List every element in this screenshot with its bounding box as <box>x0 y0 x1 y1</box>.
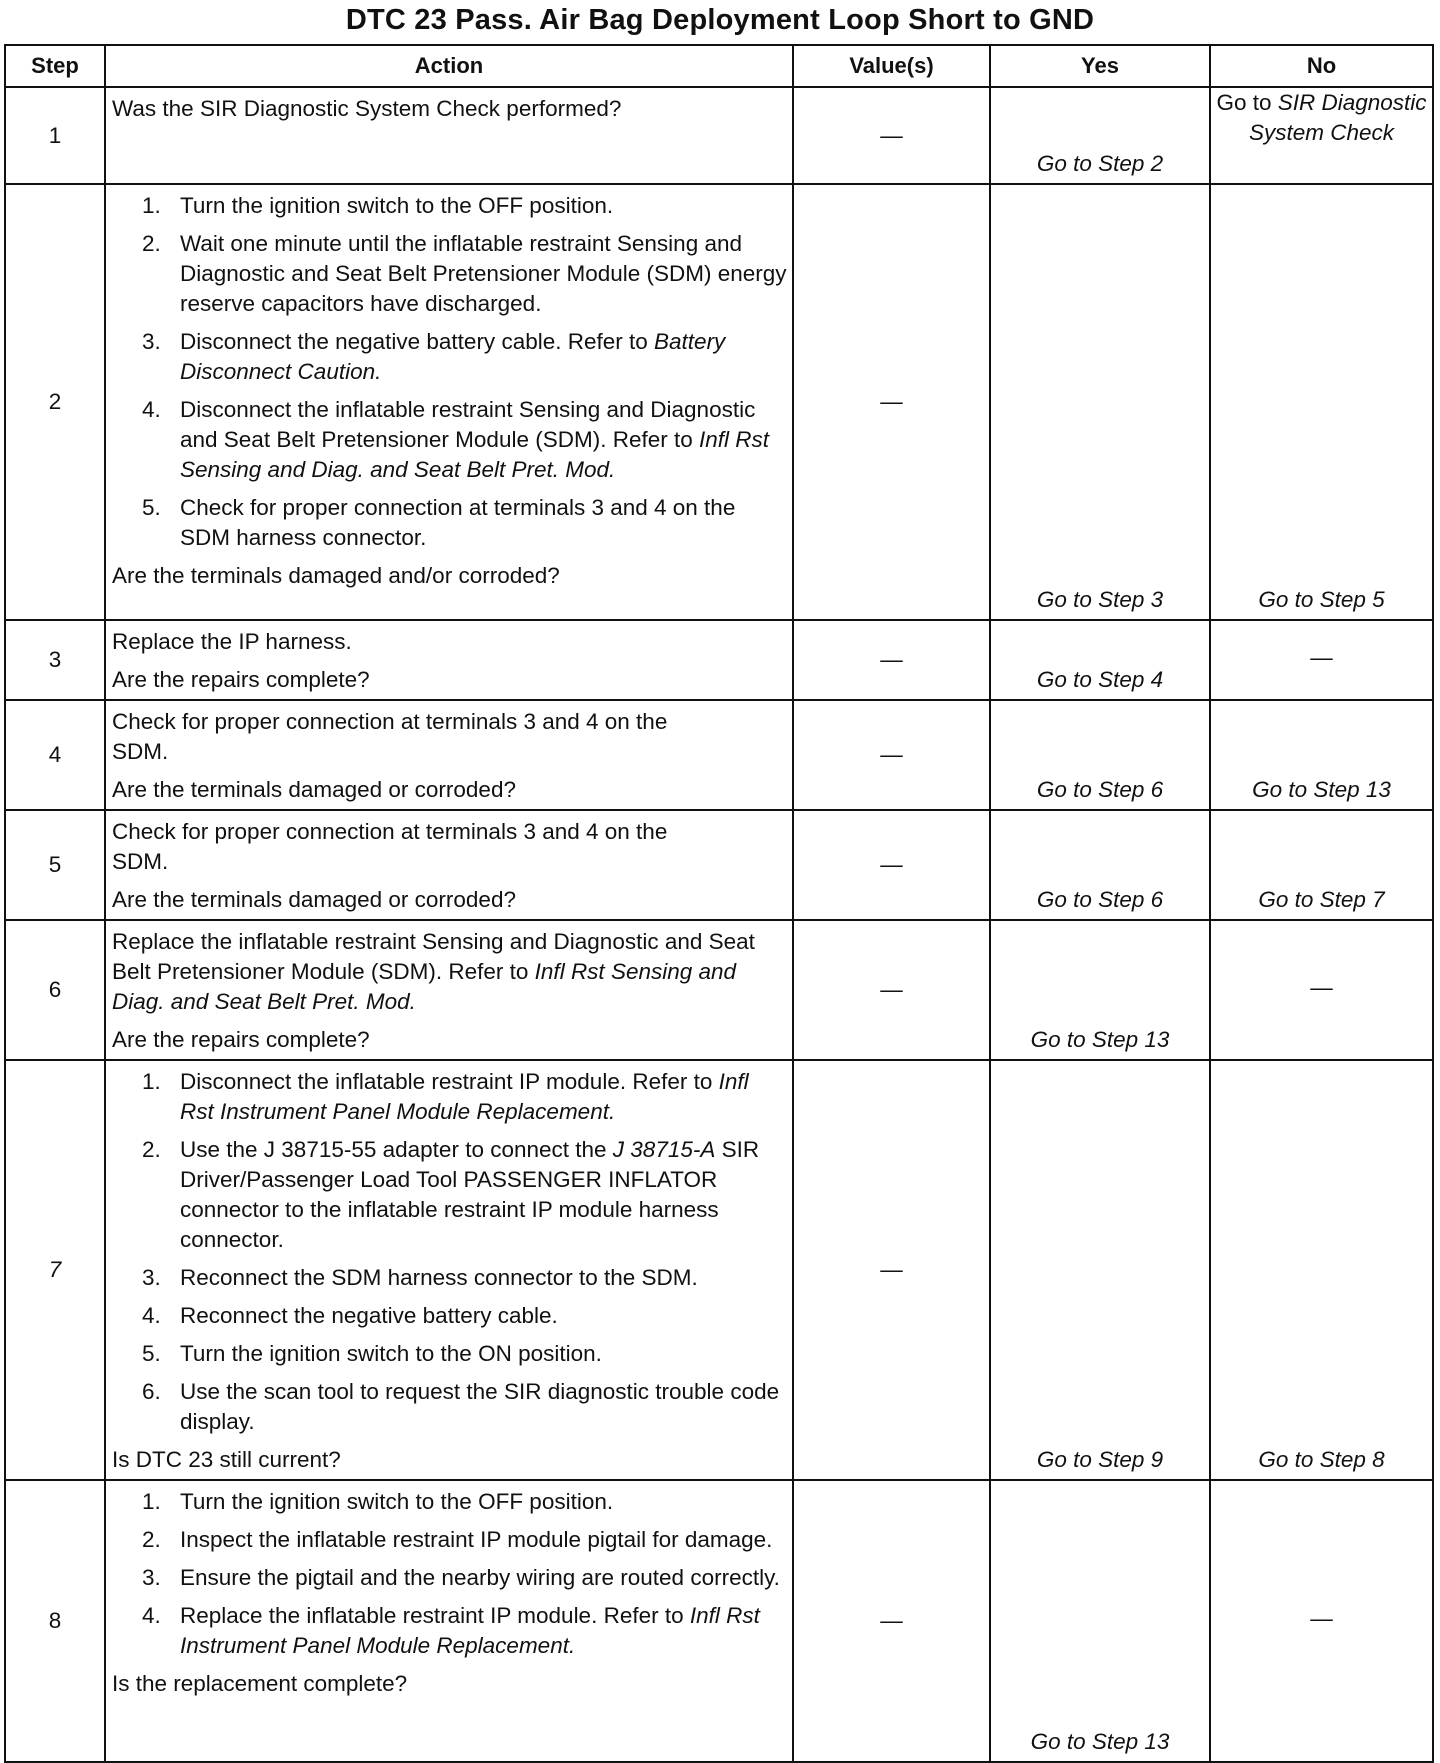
list-item: 1. Disconnect the inflatable restraint IP module. Refer to Infl Rst Instrument Panel Module Replacement. <box>142 1069 749 1124</box>
no-cell: — <box>1210 920 1433 1060</box>
yes-cell: Go to Step 4 <box>990 620 1210 700</box>
action-cell <box>105 810 793 920</box>
value-cell: — <box>793 810 990 920</box>
list-item: 3. Disconnect the negative battery cable. Refer to Battery Disconnect Caution. <box>142 329 726 384</box>
list-item: 5. Check for proper connection at terminals 3 and 4 on the SDM harness connector. <box>142 495 736 550</box>
value-cell: — <box>793 700 990 810</box>
table-row <box>5 700 1433 810</box>
table-row <box>5 1060 1433 1480</box>
action-text: Check for proper connection at terminals 3 and 4 on the SDM. <box>112 819 668 874</box>
action-text: Check for proper connection at terminals 3 and 4 on the SDM. <box>112 709 668 764</box>
action-steps-list <box>112 1487 788 1661</box>
step-number: 6 <box>5 920 105 1060</box>
table-row <box>5 87 1433 184</box>
yes-cell: Go to Step 13 <box>990 920 1210 1060</box>
value-cell: — <box>793 1480 990 1762</box>
list-item: 1. Turn the ignition switch to the OFF position. <box>142 1489 614 1514</box>
yes-cell: Go to Step 3 <box>990 184 1210 620</box>
action-cell <box>105 700 793 810</box>
value-cell: — <box>793 1060 990 1480</box>
table-row <box>5 184 1433 620</box>
no-reference: SIR Diagnostic System Check <box>1248 90 1427 145</box>
step-number: 8 <box>5 1480 105 1762</box>
action-question: Is the replacement complete? <box>112 1671 408 1696</box>
diagnostic-table <box>4 44 1434 1763</box>
step-number: 3 <box>5 620 105 700</box>
action-question: Are the terminals damaged and/or corroded? <box>112 563 560 588</box>
action-cell <box>105 1480 793 1762</box>
page-title: DTC 23 Pass. Air Bag Deployment Loop Short to GND <box>345 4 1095 36</box>
table-row <box>5 810 1433 920</box>
no-cell: Go to Step 5 <box>1210 184 1433 620</box>
value-cell: — <box>793 620 990 700</box>
list-item: 4. Disconnect the inflatable restraint Sensing and Diagnostic and Seat Belt Pretensioner Module (SDM). Refer to Infl Rst Sensing and Diag. and Seat Belt Pret. Mod. <box>142 397 770 482</box>
action-text: Replace the inflatable restraint Sensing and Diagnostic and Seat Belt Pretensioner Module (SDM). Refer to Infl Rst Sensing and Diag. and Seat Belt Pret. Mod. <box>112 929 755 1014</box>
no-cell: Go to Step 8 <box>1210 1060 1433 1480</box>
table-row <box>5 920 1433 1060</box>
list-item: 3. Reconnect the SDM harness connector to the SDM. <box>142 1265 698 1290</box>
list-item: 2. Wait one minute until the inflatable restraint Sensing and Diagnostic and Seat Belt Pretensioner Module (SDM) energy reserve capacitors have discharged. <box>142 231 787 316</box>
action-question: Are the repairs complete? <box>112 1027 370 1052</box>
step-number: 4 <box>5 700 105 810</box>
step-number: 7 <box>5 1060 105 1480</box>
no-cell: Go to Step 13 <box>1210 700 1433 810</box>
column-header-yes: Yes <box>990 45 1210 87</box>
action-cell <box>105 184 793 620</box>
action-cell <box>105 920 793 1060</box>
no-cell <box>1210 87 1433 184</box>
value-cell: — <box>793 184 990 620</box>
table-row <box>5 620 1433 700</box>
action-question: Are the terminals damaged or corroded? <box>112 887 516 912</box>
action-steps-list <box>112 191 788 553</box>
list-item: 2. Inspect the inflatable restraint IP module pigtail for damage. <box>142 1527 773 1552</box>
column-header-no: No <box>1210 45 1433 87</box>
list-item: 4. Reconnect the negative battery cable. <box>142 1303 558 1328</box>
no-cell: — <box>1210 1480 1433 1762</box>
no-cell: Go to Step 7 <box>1210 810 1433 920</box>
list-item: 5. Turn the ignition switch to the ON position. <box>142 1341 602 1366</box>
column-header-action: Action <box>105 45 793 87</box>
action-question: Is DTC 23 still current? <box>112 1447 341 1472</box>
table-row <box>5 1480 1433 1762</box>
column-header-step: Step <box>5 45 105 87</box>
list-item: 3. Ensure the pigtail and the nearby wiring are routed correctly. <box>142 1565 780 1590</box>
action-question: Are the repairs complete? <box>112 667 370 692</box>
no-prefix: Go to <box>1216 90 1278 115</box>
list-item: 4. Replace the inflatable restraint IP module. Refer to Infl Rst Instrument Panel Module Replacement. <box>142 1603 760 1658</box>
action-cell <box>105 87 793 184</box>
no-cell: — <box>1210 620 1433 700</box>
list-item: 6. Use the scan tool to request the SIR diagnostic trouble code display. <box>142 1379 780 1434</box>
step-number: 2 <box>5 184 105 620</box>
action-cell <box>105 620 793 700</box>
value-cell: — <box>793 920 990 1060</box>
value-cell: — <box>793 87 990 184</box>
list-item: 1. Turn the ignition switch to the OFF position. <box>142 193 614 218</box>
action-steps-list <box>112 1067 788 1437</box>
step-number: 5 <box>5 810 105 920</box>
yes-cell: Go to Step 6 <box>990 700 1210 810</box>
action-text: Was the SIR Diagnostic System Check performed? <box>112 96 622 121</box>
yes-cell: Go to Step 2 <box>990 87 1210 184</box>
column-header-values: Value(s) <box>793 45 990 87</box>
list-item: 2. Use the J 38715-55 adapter to connect the J 38715-A SIR Driver/Passenger Load Tool PASSENGER INFLATOR connector to the inflatable restraint IP module harness connector. <box>142 1137 760 1252</box>
action-text: Replace the IP harness. <box>112 629 352 654</box>
yes-cell: Go to Step 9 <box>990 1060 1210 1480</box>
step-number: 1 <box>5 87 105 184</box>
table-header-row <box>5 45 1433 87</box>
action-question: Are the terminals damaged or corroded? <box>112 777 516 802</box>
yes-cell: Go to Step 6 <box>990 810 1210 920</box>
yes-cell: Go to Step 13 <box>990 1480 1210 1762</box>
action-cell <box>105 1060 793 1480</box>
